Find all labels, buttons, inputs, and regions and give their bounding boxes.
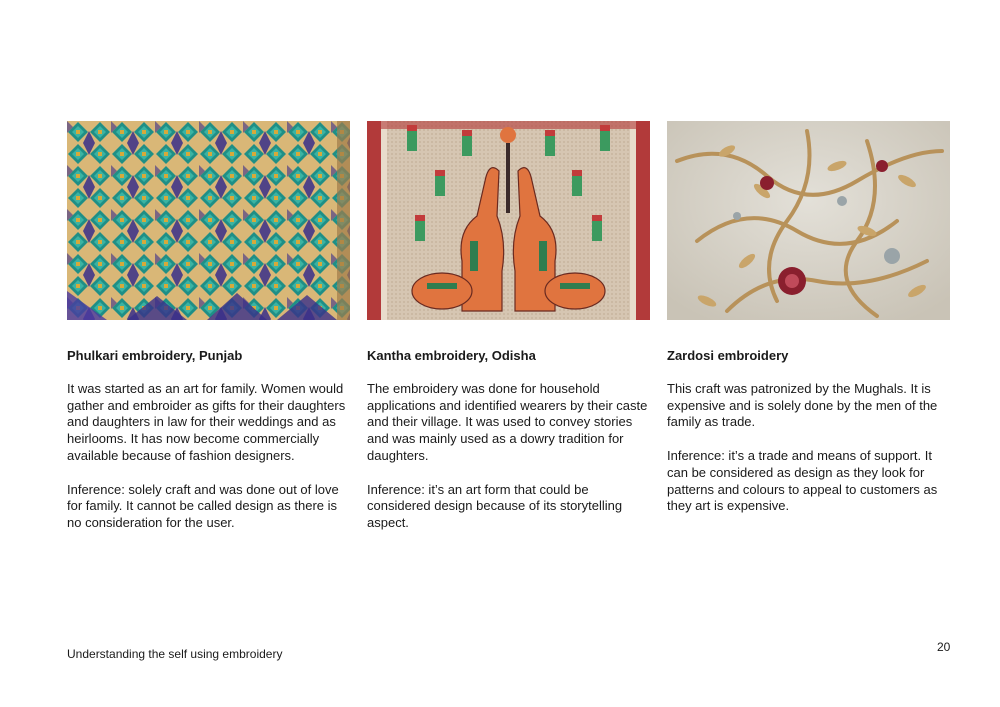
column-phulkari bbox=[67, 121, 350, 532]
description-paragraph: The embroidery was done for household applications and identified wearers by their caste and their village. It was used to convey stories and was mainly used as a dowry tradition for daughters. bbox=[367, 381, 648, 463]
column-kantha bbox=[367, 121, 650, 532]
zardosi-photo bbox=[667, 121, 950, 320]
inference-paragraph: Inference: it’s an art form that could be considered design because of its storytelling aspect. bbox=[367, 481, 623, 530]
column-title: Kantha embroidery, Odisha bbox=[367, 348, 536, 363]
footer-title: Understanding the self using embroidery bbox=[67, 647, 283, 661]
columns-section bbox=[67, 121, 950, 541]
inference-paragraph: Inference: solely craft and was done out of love for family. It cannot be called design as there is no consideration for the user. bbox=[67, 481, 339, 530]
column-title: Zardosi embroidery bbox=[667, 348, 789, 363]
description-paragraph: It was started as an art for family. Women would gather and embroider as gifts for their daughters and daughters in law for their weddings and as heirlooms. It has now become commercially available because of fashion designers. bbox=[67, 381, 346, 463]
page-number: 20 bbox=[937, 640, 951, 654]
kantha-photo bbox=[367, 121, 650, 320]
inference-paragraph: Inference: it’s a trade and means of support. It can be considered as design as they look for patterns and colours to appeal to customers as they art is expensive. bbox=[667, 448, 938, 514]
phulkari-photo bbox=[67, 121, 350, 320]
description-paragraph: This craft was patronized by the Mughals. It is expensive and is solely done by the men of the family as trade. bbox=[667, 381, 938, 430]
column-title: Phulkari embroidery, Punjab bbox=[67, 348, 243, 363]
column-zardosi bbox=[667, 121, 950, 515]
